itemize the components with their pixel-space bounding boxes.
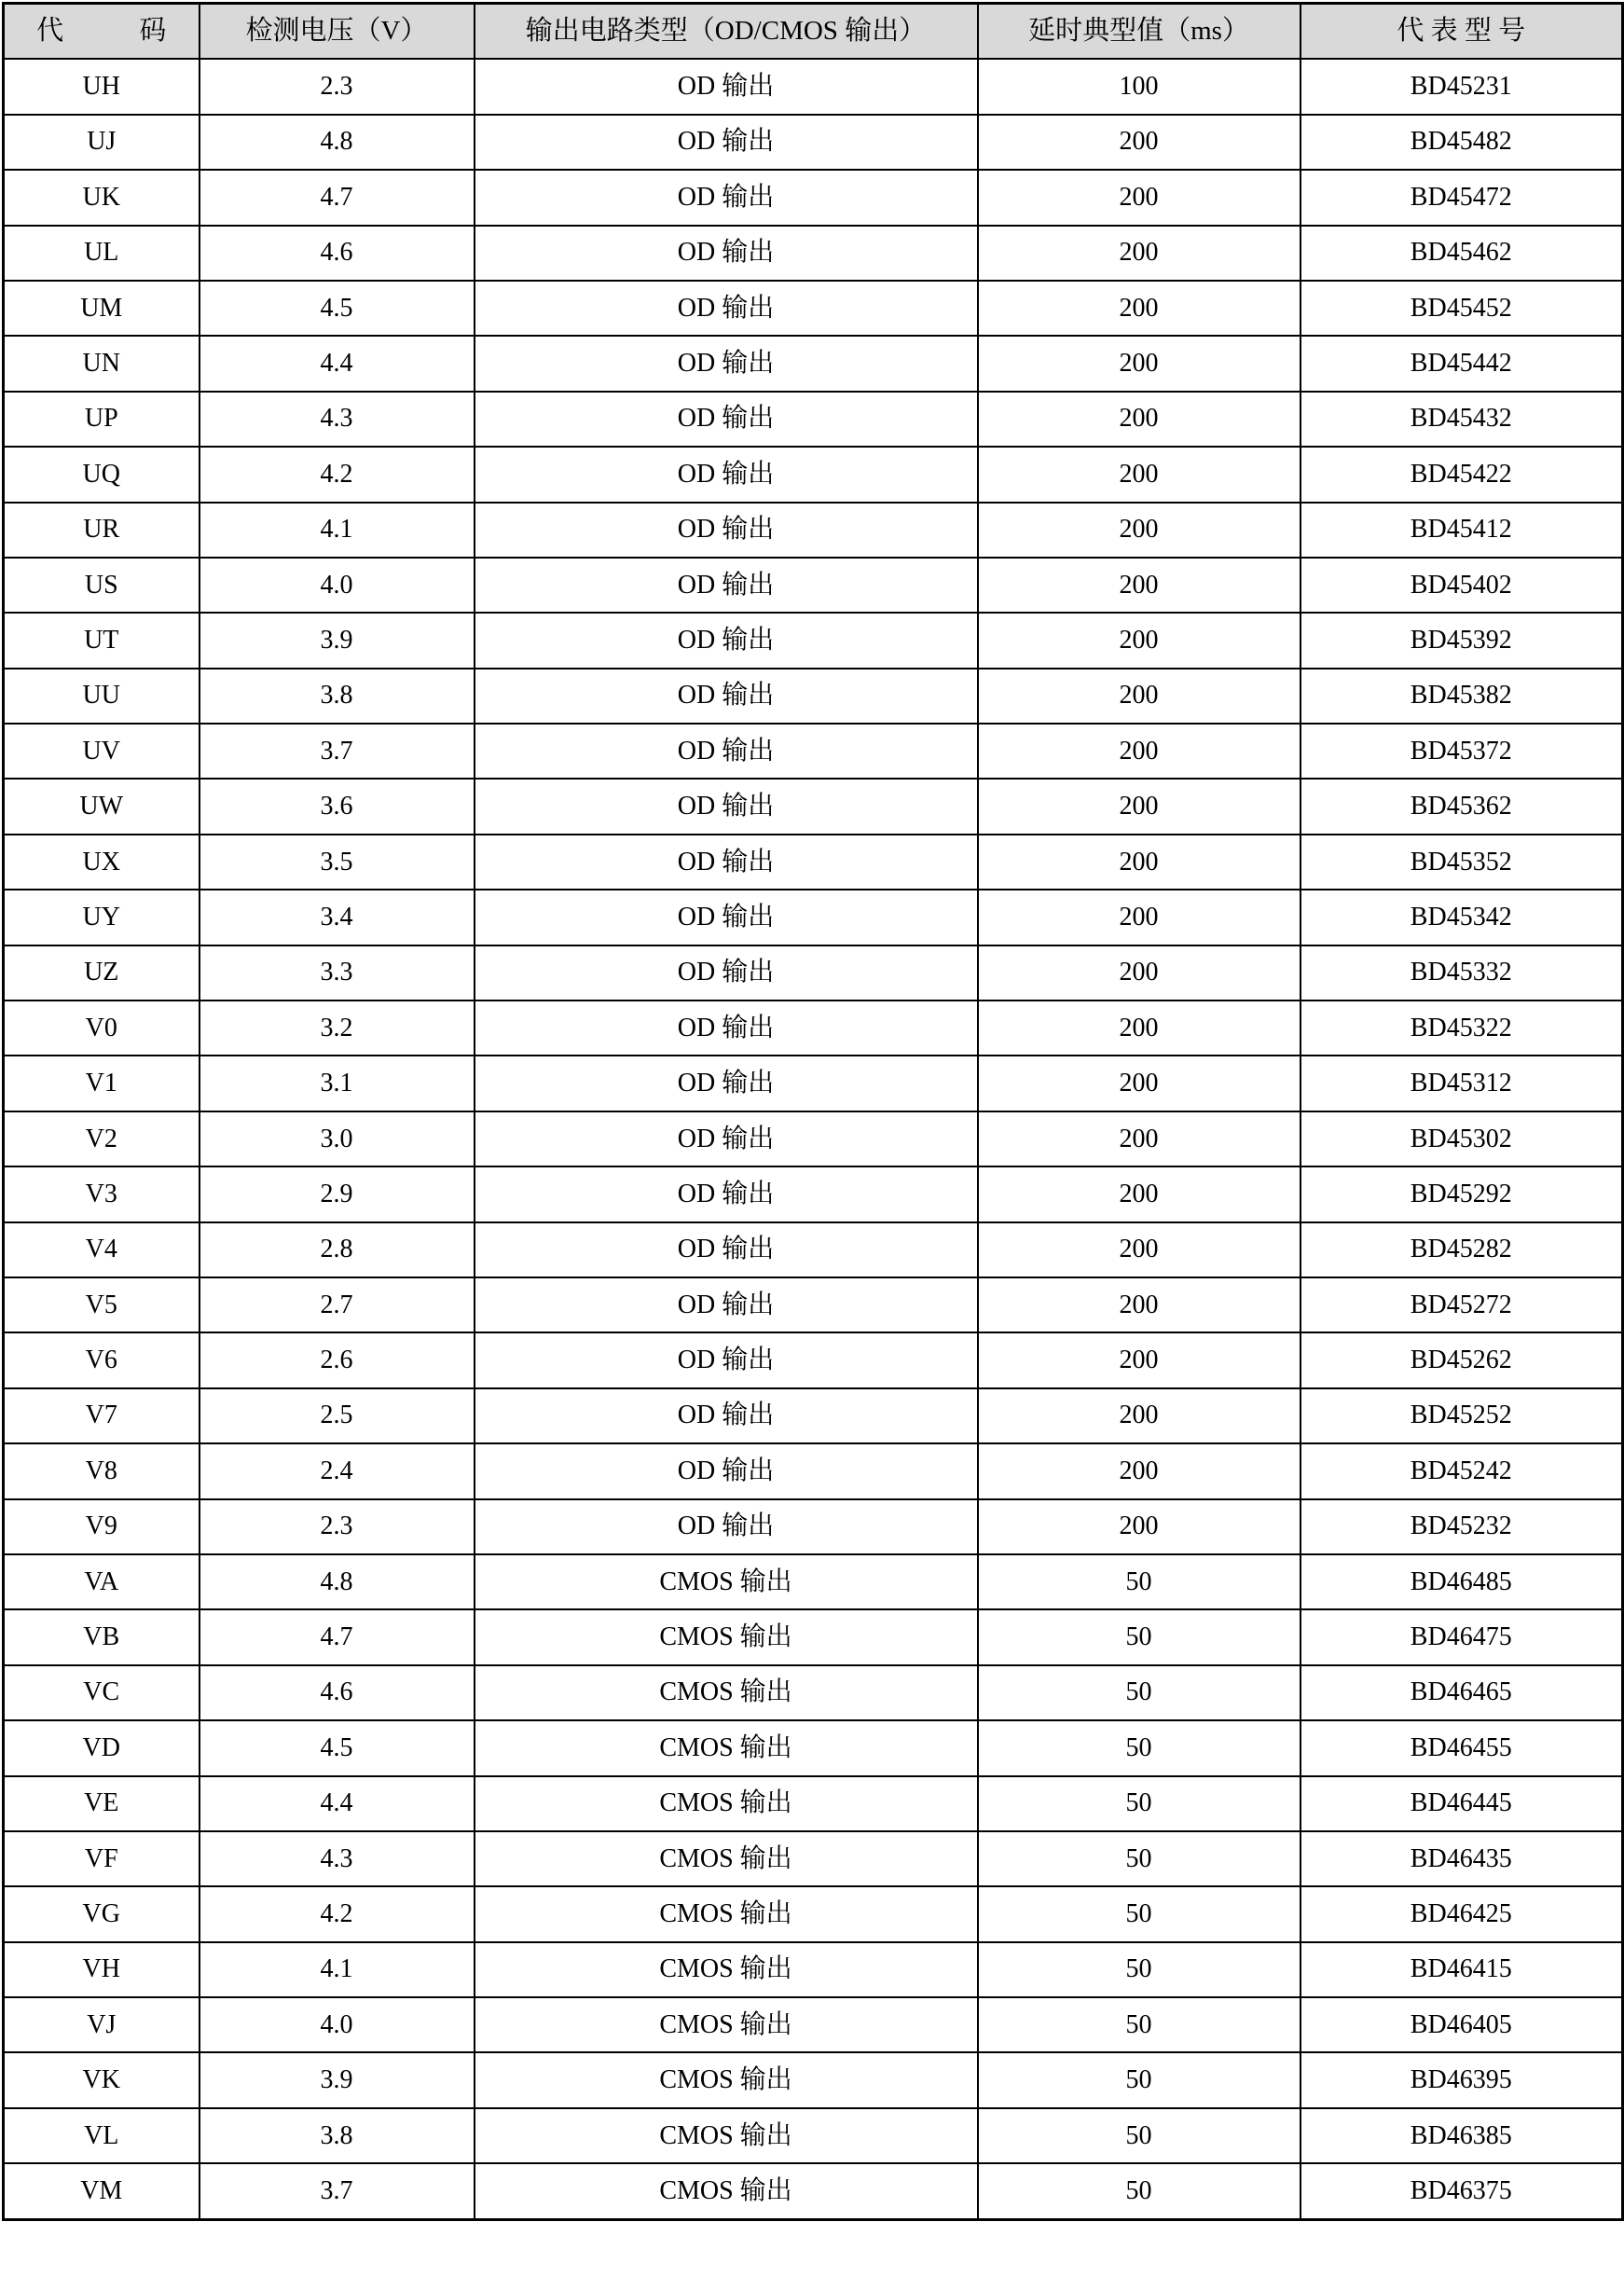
voltage-cell: 4.4 — [200, 1776, 475, 1831]
output-type-cell: CMOS 输出 — [475, 2108, 978, 2163]
output-type-cell: OD 输出 — [475, 392, 978, 447]
voltage-cell: 4.6 — [200, 226, 475, 281]
marking-code-table — [2, 2, 1624, 2221]
model-cell: BD45342 — [1301, 890, 1623, 945]
code-cell: VK — [4, 2052, 200, 2107]
output-type-cell: CMOS 输出 — [475, 1886, 978, 1941]
header-row — [4, 4, 1623, 60]
table-row — [4, 281, 1623, 336]
table-row — [4, 2052, 1623, 2107]
code-cell: UL — [4, 226, 200, 281]
table-row — [4, 1443, 1623, 1498]
table-row — [4, 59, 1623, 114]
model-cell: BD46385 — [1301, 2108, 1623, 2163]
delay-cell: 200 — [978, 613, 1301, 668]
voltage-cell: 4.3 — [200, 392, 475, 447]
model-cell: BD45432 — [1301, 392, 1623, 447]
model-cell: BD45242 — [1301, 1443, 1623, 1498]
model-cell: BD45372 — [1301, 724, 1623, 779]
output-type-cell: OD 输出 — [475, 1277, 978, 1332]
code-cell: UN — [4, 336, 200, 391]
voltage-cell: 4.2 — [200, 1886, 475, 1941]
output-type-cell: OD 输出 — [475, 1388, 978, 1443]
code-cell: V4 — [4, 1222, 200, 1277]
voltage-cell: 3.7 — [200, 2163, 475, 2219]
code-cell: V9 — [4, 1499, 200, 1554]
code-cell: V2 — [4, 1111, 200, 1166]
model-cell: BD45442 — [1301, 336, 1623, 391]
code-cell: UV — [4, 724, 200, 779]
model-cell: BD45402 — [1301, 558, 1623, 613]
table-row — [4, 1886, 1623, 1941]
output-type-cell: OD 输出 — [475, 1001, 978, 1056]
model-cell: BD45362 — [1301, 779, 1623, 834]
code-cell: VL — [4, 2108, 200, 2163]
model-cell: BD45332 — [1301, 945, 1623, 1001]
voltage-cell: 4.6 — [200, 1665, 475, 1720]
model-cell: BD45382 — [1301, 669, 1623, 724]
table-row — [4, 170, 1623, 225]
table-row — [4, 2108, 1623, 2163]
code-cell: UZ — [4, 945, 200, 1001]
model-cell: BD45302 — [1301, 1111, 1623, 1166]
table-row — [4, 336, 1623, 391]
code-cell: UT — [4, 613, 200, 668]
code-cell: UH — [4, 59, 200, 114]
delay-cell: 50 — [978, 1831, 1301, 1886]
voltage-cell: 3.2 — [200, 1001, 475, 1056]
table-row — [4, 1665, 1623, 1720]
code-cell: UR — [4, 503, 200, 558]
model-cell: BD45282 — [1301, 1222, 1623, 1277]
delay-cell: 200 — [978, 558, 1301, 613]
code-cell: V1 — [4, 1056, 200, 1111]
code-cell: UY — [4, 890, 200, 945]
output-type-cell: CMOS 输出 — [475, 1665, 978, 1720]
delay-cell: 50 — [978, 2052, 1301, 2107]
table-row — [4, 1942, 1623, 1997]
table-row — [4, 447, 1623, 502]
table-row — [4, 1001, 1623, 1056]
output-type-cell: OD 输出 — [475, 1443, 978, 1498]
output-type-cell: CMOS 输出 — [475, 1609, 978, 1664]
voltage-cell: 3.9 — [200, 2052, 475, 2107]
voltage-cell: 4.2 — [200, 447, 475, 502]
code-cell: VM — [4, 2163, 200, 2219]
output-type-cell: OD 输出 — [475, 835, 978, 890]
output-type-cell: OD 输出 — [475, 1056, 978, 1111]
code-cell: VG — [4, 1886, 200, 1941]
voltage-cell: 2.3 — [200, 59, 475, 114]
header-delay-typical: 延时典型值（ms） — [978, 4, 1301, 60]
table-row — [4, 1332, 1623, 1387]
model-cell: BD45252 — [1301, 1388, 1623, 1443]
voltage-cell: 3.8 — [200, 669, 475, 724]
model-cell: BD45412 — [1301, 503, 1623, 558]
delay-cell: 200 — [978, 1277, 1301, 1332]
voltage-cell: 4.7 — [200, 170, 475, 225]
table-row — [4, 1997, 1623, 2052]
delay-cell: 200 — [978, 447, 1301, 502]
output-type-cell: OD 输出 — [475, 115, 978, 170]
table-row — [4, 558, 1623, 613]
table-row — [4, 226, 1623, 281]
table-row — [4, 835, 1623, 890]
table-row — [4, 890, 1623, 945]
table-row — [4, 1720, 1623, 1775]
delay-cell: 50 — [978, 2163, 1301, 2219]
output-type-cell: OD 输出 — [475, 170, 978, 225]
model-cell: BD45231 — [1301, 59, 1623, 114]
table-row — [4, 1609, 1623, 1664]
table-body — [4, 59, 1623, 2219]
delay-cell: 50 — [978, 1997, 1301, 2052]
voltage-cell: 3.4 — [200, 890, 475, 945]
output-type-cell: OD 输出 — [475, 1222, 978, 1277]
voltage-cell: 4.5 — [200, 281, 475, 336]
header-output-type: 输出电路类型（OD/CMOS 输出） — [475, 4, 978, 60]
delay-cell: 50 — [978, 2108, 1301, 2163]
voltage-cell: 2.8 — [200, 1222, 475, 1277]
table-row — [4, 1776, 1623, 1831]
voltage-cell: 4.8 — [200, 1554, 475, 1609]
table-row — [4, 1499, 1623, 1554]
delay-cell: 200 — [978, 503, 1301, 558]
output-type-cell: CMOS 输出 — [475, 1942, 978, 1997]
output-type-cell: OD 输出 — [475, 336, 978, 391]
voltage-cell: 4.1 — [200, 503, 475, 558]
code-cell: US — [4, 558, 200, 613]
model-cell: BD45262 — [1301, 1332, 1623, 1387]
table-row — [4, 1831, 1623, 1886]
delay-cell: 200 — [978, 724, 1301, 779]
model-cell: BD46405 — [1301, 1997, 1623, 2052]
model-cell: BD45392 — [1301, 613, 1623, 668]
model-cell: BD46465 — [1301, 1665, 1623, 1720]
code-cell: VE — [4, 1776, 200, 1831]
output-type-cell: OD 输出 — [475, 613, 978, 668]
model-cell: BD45472 — [1301, 170, 1623, 225]
model-cell: BD46445 — [1301, 1776, 1623, 1831]
output-type-cell: OD 输出 — [475, 779, 978, 834]
code-cell: V0 — [4, 1001, 200, 1056]
code-cell: V8 — [4, 1443, 200, 1498]
model-cell: BD45462 — [1301, 226, 1623, 281]
delay-cell: 200 — [978, 779, 1301, 834]
delay-cell: 50 — [978, 1720, 1301, 1775]
code-cell: UP — [4, 392, 200, 447]
header-detect-voltage: 检测电压（V） — [200, 4, 475, 60]
output-type-cell: OD 输出 — [475, 669, 978, 724]
output-type-cell: OD 输出 — [475, 1499, 978, 1554]
model-cell: BD46475 — [1301, 1609, 1623, 1664]
model-cell: BD46455 — [1301, 1720, 1623, 1775]
voltage-cell: 3.5 — [200, 835, 475, 890]
delay-cell: 50 — [978, 1942, 1301, 1997]
model-cell: BD45422 — [1301, 447, 1623, 502]
voltage-cell: 3.1 — [200, 1056, 475, 1111]
output-type-cell: OD 输出 — [475, 890, 978, 945]
voltage-cell: 4.8 — [200, 115, 475, 170]
delay-cell: 200 — [978, 669, 1301, 724]
delay-cell: 200 — [978, 1056, 1301, 1111]
table-row — [4, 613, 1623, 668]
code-cell: UQ — [4, 447, 200, 502]
model-cell: BD46435 — [1301, 1831, 1623, 1886]
output-type-cell: OD 输出 — [475, 1111, 978, 1166]
table-row — [4, 1111, 1623, 1166]
delay-cell: 50 — [978, 1776, 1301, 1831]
table-row — [4, 503, 1623, 558]
delay-cell: 50 — [978, 1665, 1301, 1720]
code-cell: VH — [4, 1942, 200, 1997]
code-cell: UJ — [4, 115, 200, 170]
code-cell: UK — [4, 170, 200, 225]
voltage-cell: 3.6 — [200, 779, 475, 834]
delay-cell: 50 — [978, 1886, 1301, 1941]
voltage-cell: 2.7 — [200, 1277, 475, 1332]
table-row — [4, 1388, 1623, 1443]
model-cell: BD46375 — [1301, 2163, 1623, 2219]
model-cell: BD45232 — [1301, 1499, 1623, 1554]
voltage-cell: 4.4 — [200, 336, 475, 391]
output-type-cell: CMOS 输出 — [475, 1720, 978, 1775]
delay-cell: 200 — [978, 1111, 1301, 1166]
model-cell: BD45322 — [1301, 1001, 1623, 1056]
delay-cell: 50 — [978, 1609, 1301, 1664]
voltage-cell: 2.6 — [200, 1332, 475, 1387]
voltage-cell: 4.5 — [200, 1720, 475, 1775]
code-cell: V5 — [4, 1277, 200, 1332]
table-row — [4, 1554, 1623, 1609]
table-row — [4, 2163, 1623, 2219]
model-cell: BD46415 — [1301, 1942, 1623, 1997]
table-row — [4, 1166, 1623, 1221]
output-type-cell: OD 输出 — [475, 558, 978, 613]
table-header — [4, 4, 1623, 60]
output-type-cell: OD 输出 — [475, 281, 978, 336]
code-cell: VC — [4, 1665, 200, 1720]
delay-cell: 200 — [978, 281, 1301, 336]
delay-cell: 200 — [978, 392, 1301, 447]
delay-cell: 200 — [978, 1332, 1301, 1387]
output-type-cell: CMOS 输出 — [475, 1776, 978, 1831]
model-cell: BD45272 — [1301, 1277, 1623, 1332]
delay-cell: 200 — [978, 835, 1301, 890]
model-cell: BD46485 — [1301, 1554, 1623, 1609]
voltage-cell: 4.0 — [200, 558, 475, 613]
delay-cell: 200 — [978, 945, 1301, 1001]
output-type-cell: OD 输出 — [475, 724, 978, 779]
delay-cell: 200 — [978, 115, 1301, 170]
output-type-cell: OD 输出 — [475, 503, 978, 558]
table-row — [4, 1222, 1623, 1277]
code-cell: VD — [4, 1720, 200, 1775]
delay-cell: 50 — [978, 1554, 1301, 1609]
delay-cell: 200 — [978, 1499, 1301, 1554]
output-type-cell: OD 输出 — [475, 226, 978, 281]
voltage-cell: 2.4 — [200, 1443, 475, 1498]
delay-cell: 200 — [978, 890, 1301, 945]
model-cell: BD45312 — [1301, 1056, 1623, 1111]
output-type-cell: CMOS 输出 — [475, 1554, 978, 1609]
voltage-cell: 3.7 — [200, 724, 475, 779]
delay-cell: 200 — [978, 1222, 1301, 1277]
delay-cell: 200 — [978, 336, 1301, 391]
model-cell: BD45292 — [1301, 1166, 1623, 1221]
voltage-cell: 4.0 — [200, 1997, 475, 2052]
table-row — [4, 392, 1623, 447]
code-cell: V6 — [4, 1332, 200, 1387]
table-row — [4, 669, 1623, 724]
table-row — [4, 779, 1623, 834]
voltage-cell: 4.1 — [200, 1942, 475, 1997]
model-cell: BD46395 — [1301, 2052, 1623, 2107]
output-type-cell: OD 输出 — [475, 1332, 978, 1387]
voltage-cell: 3.8 — [200, 2108, 475, 2163]
output-type-cell: OD 输出 — [475, 59, 978, 114]
table-row — [4, 945, 1623, 1001]
code-cell: UM — [4, 281, 200, 336]
delay-cell: 200 — [978, 170, 1301, 225]
voltage-cell: 3.0 — [200, 1111, 475, 1166]
delay-cell: 200 — [978, 1443, 1301, 1498]
header-model: 代 表 型 号 — [1301, 4, 1623, 60]
delay-cell: 200 — [978, 226, 1301, 281]
code-cell: VF — [4, 1831, 200, 1886]
code-cell: VJ — [4, 1997, 200, 2052]
code-cell: VA — [4, 1554, 200, 1609]
model-cell: BD45352 — [1301, 835, 1623, 890]
code-cell: UW — [4, 779, 200, 834]
table-row — [4, 1056, 1623, 1111]
output-type-cell: CMOS 输出 — [475, 2163, 978, 2219]
model-cell: BD45482 — [1301, 115, 1623, 170]
output-type-cell: CMOS 输出 — [475, 1997, 978, 2052]
code-cell: V7 — [4, 1388, 200, 1443]
code-cell: V3 — [4, 1166, 200, 1221]
output-type-cell: CMOS 输出 — [475, 2052, 978, 2107]
model-cell: BD45452 — [1301, 281, 1623, 336]
code-cell: UU — [4, 669, 200, 724]
voltage-cell: 2.9 — [200, 1166, 475, 1221]
table-row — [4, 1277, 1623, 1332]
delay-cell: 200 — [978, 1388, 1301, 1443]
model-cell: BD46425 — [1301, 1886, 1623, 1941]
table-row — [4, 724, 1623, 779]
voltage-cell: 3.3 — [200, 945, 475, 1001]
output-type-cell: CMOS 输出 — [475, 1831, 978, 1886]
voltage-cell: 2.3 — [200, 1499, 475, 1554]
voltage-cell: 4.7 — [200, 1609, 475, 1664]
table-row — [4, 115, 1623, 170]
delay-cell: 200 — [978, 1166, 1301, 1221]
voltage-cell: 2.5 — [200, 1388, 475, 1443]
header-code: 代 码 — [4, 4, 200, 60]
voltage-cell: 4.3 — [200, 1831, 475, 1886]
code-cell: UX — [4, 835, 200, 890]
output-type-cell: OD 输出 — [475, 447, 978, 502]
delay-cell: 100 — [978, 59, 1301, 114]
code-cell: VB — [4, 1609, 200, 1664]
output-type-cell: OD 输出 — [475, 1166, 978, 1221]
delay-cell: 200 — [978, 1001, 1301, 1056]
output-type-cell: OD 输出 — [475, 945, 978, 1001]
voltage-cell: 3.9 — [200, 613, 475, 668]
